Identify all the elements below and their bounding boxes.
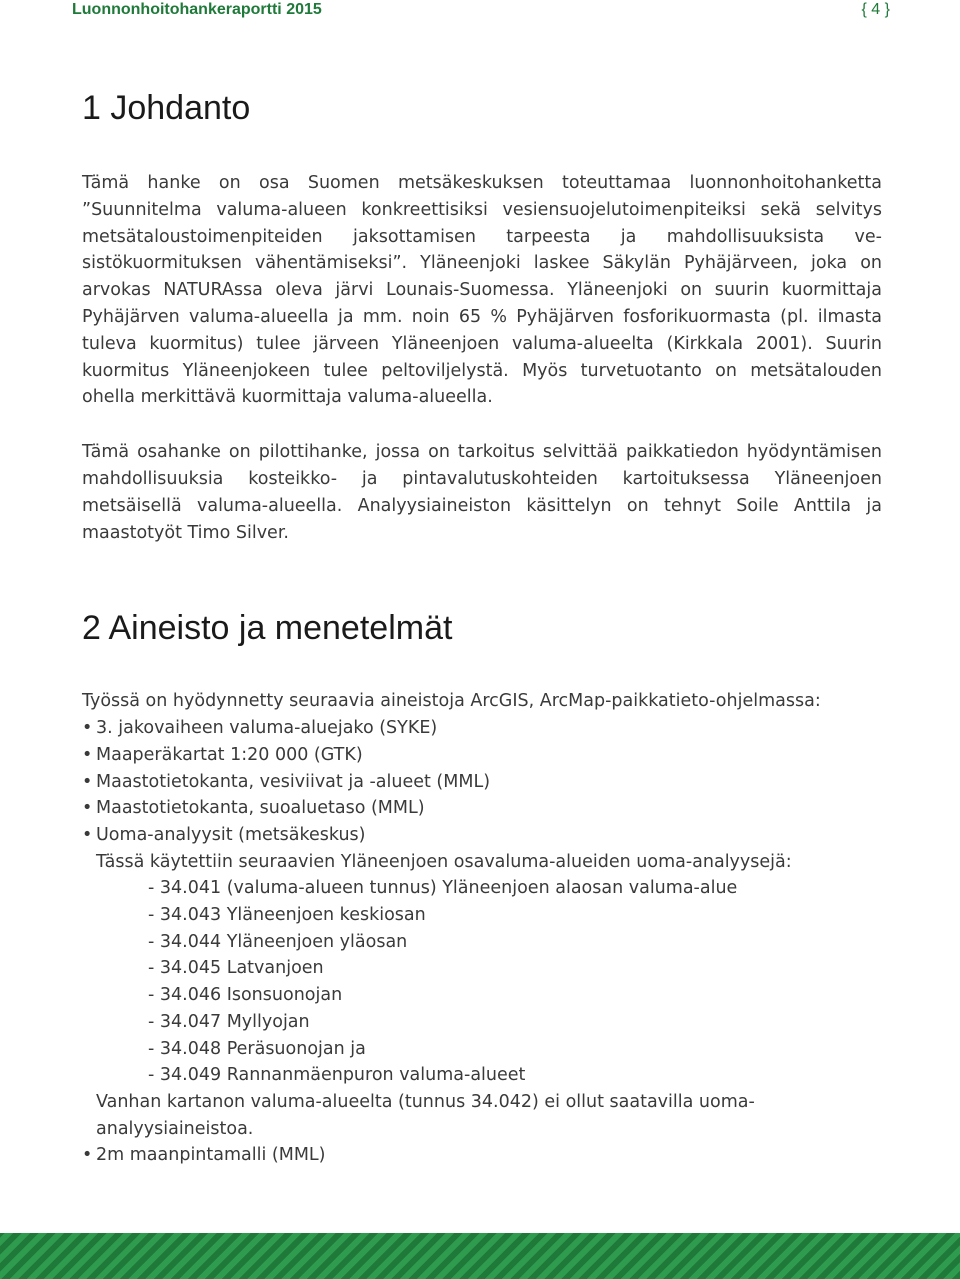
sub-item-text: 34.047 Myllyojan	[159, 1011, 310, 1032]
sub-list-item	[82, 1062, 882, 1089]
list-item	[82, 822, 882, 849]
sub-item-text: 34.048 Peräsuonojan ja	[159, 1038, 366, 1059]
dash-mark: -	[148, 905, 155, 926]
sub-list-item	[82, 929, 882, 956]
dash-mark: -	[148, 958, 155, 979]
bullet-mark: •	[82, 824, 93, 845]
dash-mark: -	[148, 1011, 155, 1032]
sub-item-text: 34.046 Isonsuonojan	[159, 985, 343, 1006]
bullet-mark: •	[82, 718, 93, 739]
sub-list-item	[82, 955, 882, 982]
list-item-text: Maastotietokanta, vesiviivat ja -alueet (MML)	[96, 771, 491, 792]
list-item-text: Maastotietokanta, suoaluetaso (MML)	[96, 798, 425, 819]
sub-intro: Tässä käytettiin seuraavien Yläneenjoen osavaluma-alueiden uoma-analyysejä:	[96, 851, 792, 872]
sub-item-text: 34.043 Yläneenjoen keskiosan	[159, 905, 426, 926]
page-header	[0, 0, 960, 22]
sub-item-text: 34.049 Rannanmäenpuron valuma-alueet	[159, 1065, 526, 1086]
intro-paragraph-1: Tämä hanke on osa Suomen metsäkeskuksen toteuttamaa luonnonhoitohanketta ”Suunnitelma valuma-alueen konkreettisiksi vesiensuojelutoimenpiteiksi sekä selvitys metsätaloustoimenpiteiden jaksottamisen tarpeesta ja mahdollisuuksista vesistökuormituksen vähentämiseksi”. Yläneenjoki laskee Säkylän Pyhäjärveen, joka on arvokas NATURAssa oleva järvi Lounais-Suomessa. Yläneenjoki on suurin kuormittaja Pyhäjärven valuma-alueella ja mm. noin 65 % Pyhäjärven fosforikuormasta (pl. ilmasta tuleva kuormitus) tulee järveen Yläneenjoen valuma-alueelta (Kirkkala 2001). Suurin kuormitus Yläneenjokeen tulee peltoviljelystä. Myös turvetuotanto on metsätalouden ohella merkittävä kuormittaja valuma-alueella.	[82, 173, 882, 408]
bullet-mark: •	[82, 771, 93, 792]
list-item-text: Uoma-analyysit (metsäkeskus)	[96, 824, 366, 845]
sub-list-item	[82, 875, 882, 902]
list-item	[82, 1142, 882, 1169]
sub-list-item	[82, 902, 882, 929]
bullet-mark: •	[82, 1145, 93, 1166]
sub-list-item	[82, 1036, 882, 1063]
report-title: Luonnonhoitohankeraportti 2015	[72, 1, 322, 18]
list-item	[82, 795, 882, 822]
intro-paragraph-2: Tämä osahanke on pilottihanke, jossa on tarkoitus selvittää paikkatiedon hyödyntämisen mahdollisuuksia kosteikko- ja pintavalutuskohteiden kartoituksessa Yläneenjoen metsäisellä valuma-alueella. Analyysiaineiston käsittelyn on tehnyt Soile Anttila ja maastotyöt Timo Silver.	[82, 442, 882, 543]
heading-aineisto: 2 Aineisto ja menetelmät	[82, 609, 453, 648]
page-content	[82, 86, 882, 1169]
bullet-mark: •	[82, 744, 93, 765]
sub-item-text: 34.045 Latvanjoen	[159, 958, 324, 979]
footer-stripe	[0, 1233, 960, 1279]
dash-mark: -	[148, 931, 155, 952]
sub-list-item	[82, 982, 882, 1009]
list-item	[82, 715, 882, 742]
heading-johdanto: 1 Johdanto	[82, 89, 251, 127]
dash-mark: -	[148, 1065, 155, 1086]
list-item	[82, 769, 882, 796]
sub-list-item	[82, 1009, 882, 1036]
materials-list	[82, 715, 882, 1169]
list-item-text: 3. jakovaiheen valuma-aluejako (SYKE)	[96, 718, 438, 739]
list-item-text: 2m maanpintamalli (MML)	[96, 1145, 326, 1166]
dash-mark: -	[148, 878, 155, 899]
dash-mark: -	[148, 1038, 155, 1059]
sub-item-text: 34.041 (valuma-alueen tunnus) Yläneenjoen alaosan valuma-alue	[159, 878, 738, 899]
sub-note: Vanhan kartanon valuma-alueelta (tunnus 34.042) ei ollut saatavilla uoma-analyysiaineistoa.	[96, 1092, 755, 1139]
list-item	[82, 742, 882, 769]
methods-intro: Työssä on hyödynnetty seuraavia aineistoja ArcGIS, ArcMap-paikkatieto-ohjelmassa:	[82, 691, 821, 712]
sub-item-text: 34.044 Yläneenjoen yläosan	[159, 931, 408, 952]
bullet-mark: •	[82, 798, 93, 819]
page-number: { 4 }	[861, 1, 890, 18]
list-item-text: Maaperäkartat 1:20 000 (GTK)	[96, 744, 363, 765]
dash-mark: -	[148, 985, 155, 1006]
